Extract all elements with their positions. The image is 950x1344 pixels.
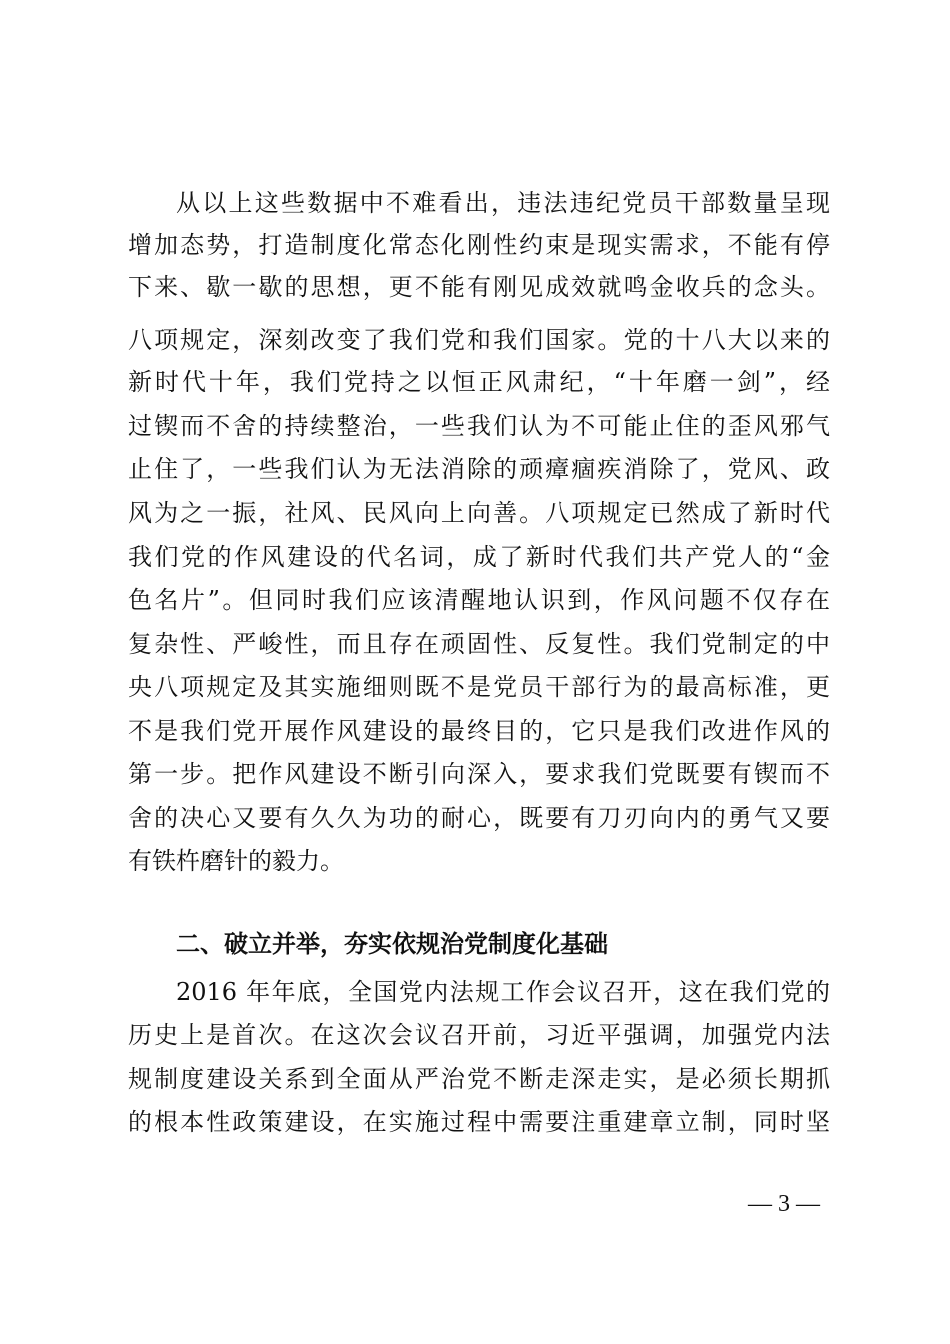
paragraph-1-line-11: 复杂性、严峻性，而且存在顽固性、反复性。我们党制定的中: [128, 630, 830, 658]
paragraph-1-line-4: 八项规定，深刻改变了我们党和我们国家。党的十八大以来的: [128, 326, 830, 354]
paragraph-1-line-5: 新时代十年，我们党持之以恒正风肃纪，“十年磨一剑”，经: [128, 368, 830, 396]
paragraph-1-line-10: 色名片”。但同时我们应该清醒地认识到，作风问题不仅存在: [128, 586, 830, 614]
paragraph-1-line-3: 下来、歇一歇的思想，更不能有刚见成效就鸣金收兵的念头。: [128, 273, 830, 301]
paragraph-1-line-13: 不是我们党开展作风建设的最终目的，它只是我们改进作风的: [128, 717, 830, 745]
paragraph-2-line-1: 2016 年年底，全国党内法规工作会议召开，这在我们党的: [176, 978, 830, 1006]
paragraph-1-line-1: 从以上这些数据中不难看出，违法违纪党员干部数量呈现: [176, 189, 830, 217]
paragraph-1-line-15: 舍的决心又要有久久为功的耐心，既要有刀刃向内的勇气又要: [128, 804, 830, 832]
paragraph-1-line-16: 有铁杵磨针的毅力。: [128, 847, 344, 875]
section-heading: 二、破立并举，夯实依规治党制度化基础: [176, 930, 608, 958]
paragraph-1-line-12: 央八项规定及其实施细则既不是党员干部行为的最高标准，更: [128, 673, 830, 701]
paragraph-1-line-7: 止住了，一些我们认为无法消除的顽瘴痼疾消除了，党风、政: [128, 455, 830, 483]
paragraph-1-line-9: 我们党的作风建设的代名词，成了新时代我们共产党人的“金: [128, 543, 830, 571]
paragraph-2-line-4: 的根本性政策建设，在实施过程中需要注重建章立制，同时坚: [128, 1108, 830, 1136]
paragraph-2-line-3: 规制度建设关系到全面从严治党不断走深走实，是必须长期抓: [128, 1065, 830, 1093]
paragraph-1-line-14: 第一步。把作风建设不断引向深入，要求我们党既要有锲而不: [128, 760, 830, 788]
paragraph-2-line-2: 历史上是首次。在这次会议召开前，习近平强调，加强党内法: [128, 1021, 830, 1049]
page-number: — 3 —: [748, 1191, 820, 1217]
paragraph-1-line-2: 增加态势，打造制度化常态化刚性约束是现实需求，不能有停: [128, 231, 830, 259]
paragraph-1-line-6: 过锲而不舍的持续整治，一些我们认为不可能止住的歪风邪气: [128, 412, 830, 440]
paragraph-1-line-8: 风为之一振，社风、民风向上向善。八项规定已然成了新时代: [128, 499, 830, 527]
